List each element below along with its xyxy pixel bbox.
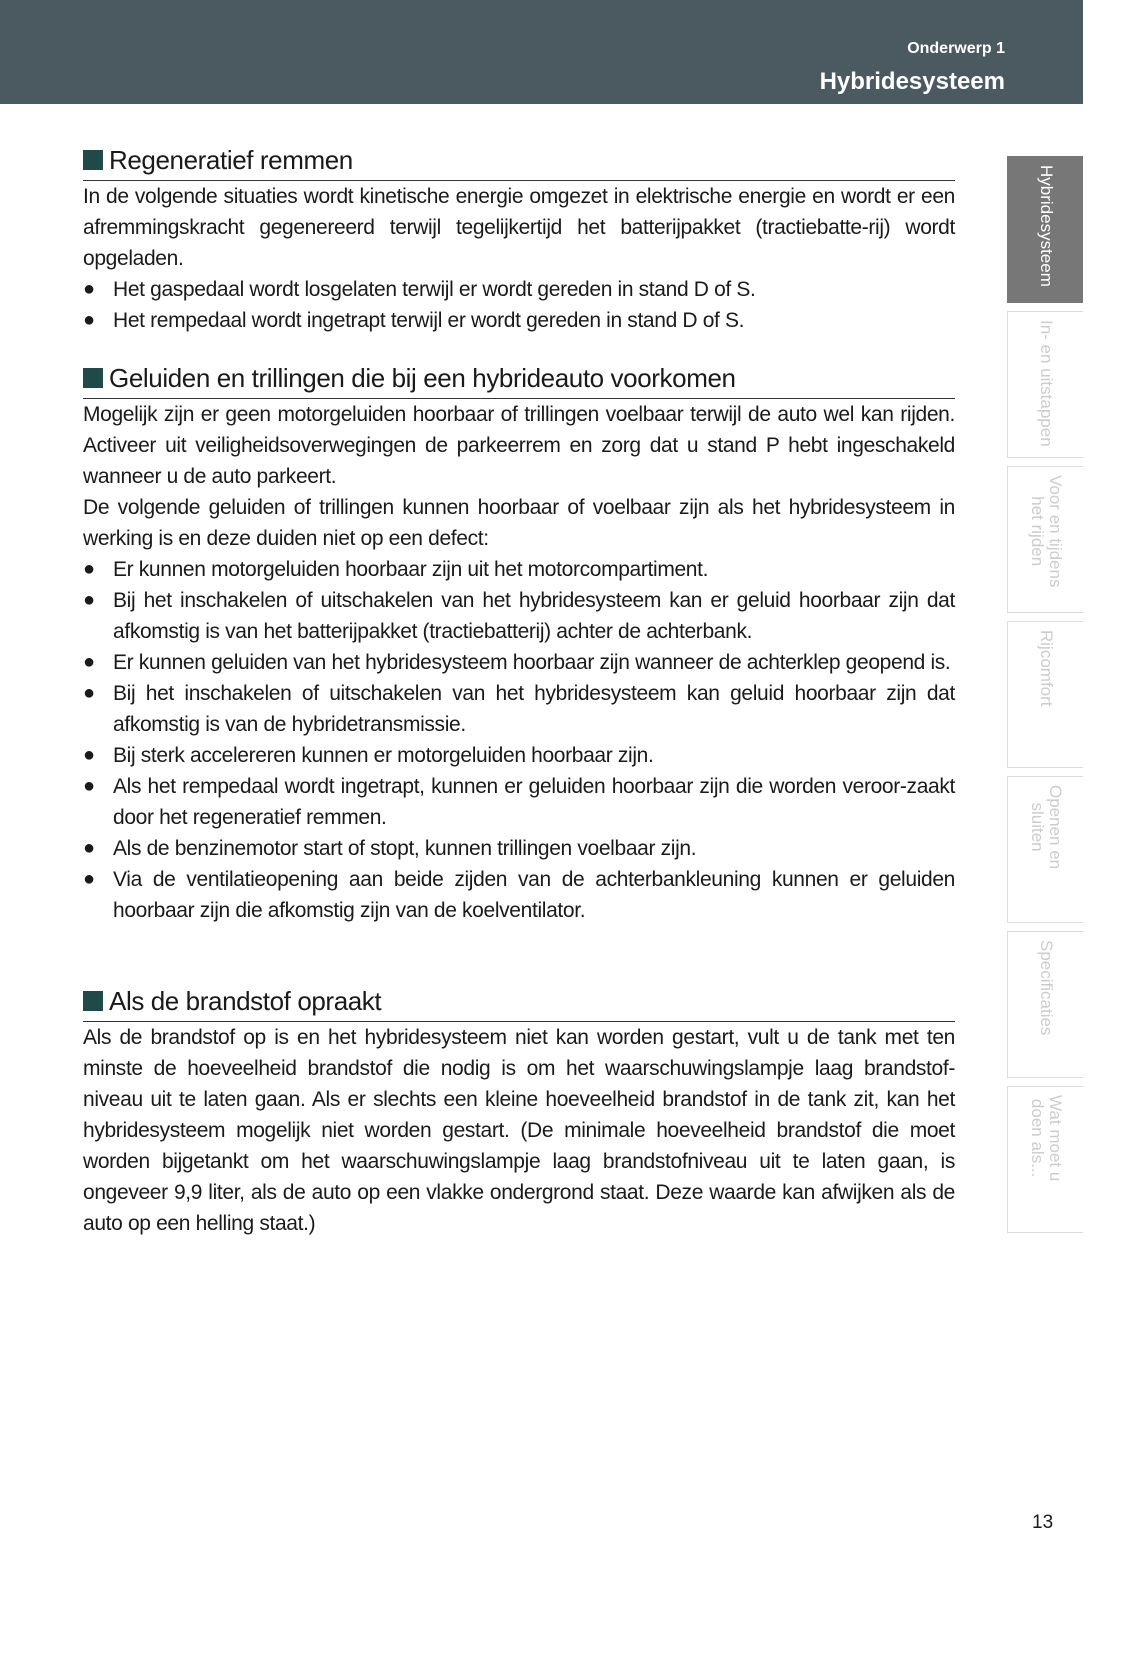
bullet-text: Er kunnen geluiden van het hybridesysteem hoorbaar zijn wanneer de achterklep geopend is. — [113, 651, 951, 674]
paragraph: Als de brandstof op is en het hybridesysteem niet kan worden gestart, vult u de tank met ten minste de hoeveelheid brandstof die nodig is om het waarschuwingslampje laag brandstof-niveau uit te laten gaan. Als er slechts een kleine hoeveelheid brandstof in de tank zit, kan het hybridesysteem mogelijk niet worden gestart. (De minimale hoeveelheid brandstof die moet worden bijgetankt om het waarschuwingslampje laag brandstofniveau uit te laten gaan, is ongeveer 9,9 liter, als de auto op een vlakke ondergrond staat. Deze waarde kan afwijken als de auto op een helling staat.) — [83, 1026, 955, 1235]
bullet-item — [83, 833, 955, 864]
bullet-text: Het rempedaal wordt ingetrapt terwijl er wordt gereden in stand D of S. — [113, 309, 745, 332]
bullet-item — [83, 585, 955, 647]
bullet-text: Bij het inschakelen of uitschakelen van het hybridesysteem kan er geluid hoorbaar zijn dat afkomstig is van het batterijpakket (tractiebatterij) achter de achterbank. — [113, 589, 955, 643]
bullet-item — [83, 771, 955, 833]
square-icon — [83, 150, 103, 170]
filled-circle-icon: ● — [83, 278, 95, 300]
chapter-label: Onderwerp 1 — [907, 40, 1005, 57]
section-title: Als de brandstof opraakt — [109, 986, 382, 1016]
square-icon — [83, 991, 103, 1011]
section-heading — [83, 140, 955, 181]
section-title: Regeneratief remmen — [109, 145, 353, 175]
filled-circle-icon: ● — [83, 744, 95, 766]
section-regeneratief-remmen — [83, 140, 955, 336]
paragraph: In de volgende situaties wordt kinetische energie omgezet in elektrische energie en wordt er een afremmingskracht gegenereerd terwijl tegelijkertijd het batterijpakket (tractiebatte-rij) wordt opgeladen. — [83, 185, 955, 270]
chapter-title: Hybridesysteem — [819, 68, 1005, 95]
bullet-item — [83, 864, 955, 926]
filled-circle-icon: ● — [83, 837, 95, 859]
filled-circle-icon: ● — [83, 309, 95, 331]
tab-label: Specificaties — [1036, 940, 1056, 1036]
page-header — [0, 0, 1083, 104]
bullet-item — [83, 740, 955, 771]
bullet-text: Als de benzinemotor start of stopt, kunnen trillingen voelbaar zijn. — [113, 837, 697, 860]
filled-circle-icon: ● — [83, 558, 95, 580]
tab-in-en-uitstappen[interactable] — [1007, 311, 1083, 458]
paragraph: Mogelijk zijn er geen motorgeluiden hoorbaar of trillingen voelbaar terwijl de auto wel kan rijden. Activeer uit veiligheidsoverwegingen de parkeerrem en zorg dat u stand P hebt ingeschakeld wanneer u de auto parkeert. — [83, 403, 955, 488]
tab-label: Rijcomfort — [1036, 630, 1056, 707]
section-brandstof-opraakt — [83, 981, 955, 1239]
section-heading — [83, 981, 955, 1022]
tab-label: Hybridesysteem — [1036, 165, 1056, 287]
tab-openen-en-sluiten[interactable] — [1007, 776, 1083, 923]
page-number: 13 — [1032, 1512, 1054, 1533]
bullet-text: Via de ventilatieopening aan beide zijden van de achterbankleuning kunnen er geluiden hoorbaar zijn die afkomstig zijn van de koelventilator. — [113, 868, 955, 922]
tab-label: In- en uitstappen — [1036, 320, 1056, 447]
tab-rijcomfort[interactable] — [1007, 621, 1083, 768]
section-geluiden-trillingen — [83, 358, 955, 926]
bullet-item — [83, 678, 955, 740]
tab-label: Openen en sluiten — [1027, 785, 1065, 870]
paragraph: De volgende geluiden of trillingen kunnen hoorbaar of voelbaar zijn als het hybridesysteem in werking is en deze duiden niet op een defect: — [83, 496, 955, 550]
bullet-item — [83, 305, 955, 336]
bullet-item — [83, 647, 955, 678]
tab-wat-moet-u-doen-als[interactable] — [1007, 1086, 1083, 1233]
filled-circle-icon: ● — [83, 651, 95, 673]
filled-circle-icon: ● — [83, 682, 95, 704]
filled-circle-icon: ● — [83, 868, 95, 890]
bullet-text: Bij sterk accelereren kunnen er motorgeluiden hoorbaar zijn. — [113, 744, 654, 767]
section-heading — [83, 358, 955, 399]
tab-label: Voor en tijdens het rijden — [1027, 475, 1065, 588]
bullet-text: Er kunnen motorgeluiden hoorbaar zijn uit het motorcompartiment. — [113, 558, 709, 581]
filled-circle-icon: ● — [83, 775, 95, 797]
square-icon — [83, 368, 103, 388]
section-title: Geluiden en trillingen die bij een hybrideauto voorkomen — [109, 363, 736, 393]
bullet-item — [83, 554, 955, 585]
bullet-text: Als het rempedaal wordt ingetrapt, kunnen er geluiden hoorbaar zijn die worden veroor-zaakt door het regeneratief remmen. — [113, 775, 955, 829]
chapter-tabs — [1007, 156, 1083, 1241]
bullet-item — [83, 274, 955, 305]
tab-voor-en-tijdens-het-rijden[interactable] — [1007, 466, 1083, 613]
bullet-text: Het gaspedaal wordt losgelaten terwijl er wordt gereden in stand D of S. — [113, 278, 756, 301]
filled-circle-icon: ● — [83, 589, 95, 611]
tab-hybridesysteem[interactable] — [1007, 156, 1083, 303]
tab-label: Wat moet u doen als... — [1027, 1095, 1065, 1182]
bullet-text: Bij het inschakelen of uitschakelen van het hybridesysteem kan geluid hoorbaar zijn dat afkomstig is van de hybridetransmissie. — [113, 682, 955, 736]
tab-specificaties[interactable] — [1007, 931, 1083, 1078]
